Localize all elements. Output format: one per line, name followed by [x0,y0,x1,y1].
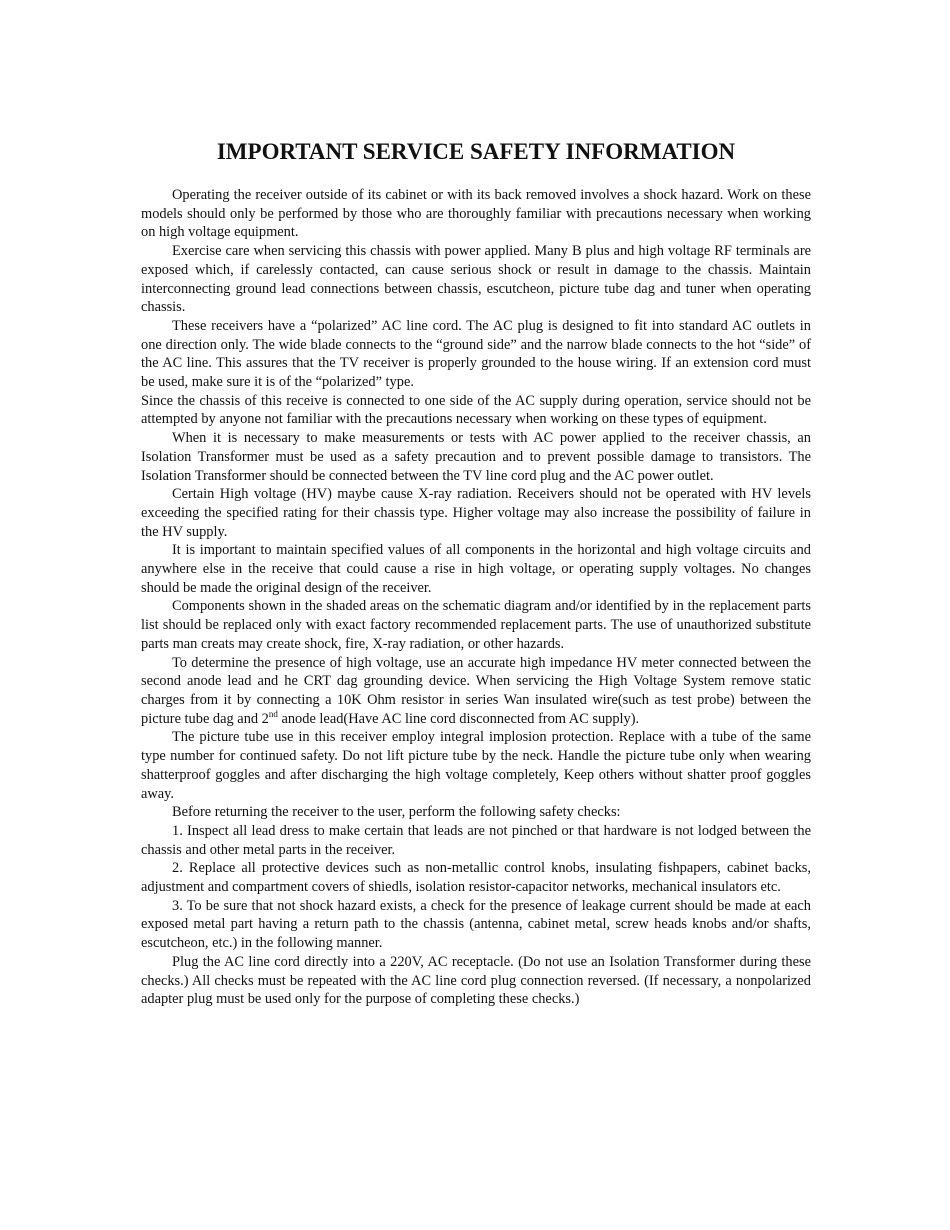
paragraph-shock-hazard: Operating the receiver outside of its cabinet or with its back removed involves a shock hazard. Work on these models should only be performed by those who are thoroughly familiar with precautions necessary when working on high voltage equipment. [141,187,811,241]
hv-text-after: anode lead(Have AC line cord disconnected from AC supply). [277,710,640,727]
paragraph-leakage-test: Plug the AC line cord directly into a 220V, AC receptacle. (Do not use an Isolation Transformer during these checks.) All checks must be repeated with the AC line cord plug connection reversed. (If necessary, a nonpolarized adapter plug must be used only for the purpose of completing these checks.) [141,953,811,1008]
paragraph-chassis-connected: Since the chassis of this receive is connected to one side of the AC supply during operation, service should not be attempted by anyone not familiar with the precautions necessary when working on these types of equipment. [141,392,811,428]
page-title: IMPORTANT SERVICE SAFETY INFORMATION [216,139,736,164]
paragraph-picture-tube: The picture tube use in this receiver employ integral implosion protection. Replace with a tube of the same type number for continued safety. Do not lift picture tube by the neck. Handle the picture tube only when wearing shatterproof goggles and after discharging the high voltage completely, Keep others without shatter proof goggles away. [141,729,811,802]
paragraph-safety-checks-intro: Before returning the receiver to the user, perform the following safety checks: [172,804,621,821]
document-page [141,138,811,1009]
paragraph-x-ray-radiation: Certain High voltage (HV) maybe cause X-ray radiation. Receivers should not be operated with HV levels exceeding the specified rating for their chassis type. Higher voltage may also increase the possibility of failure in the HV supply. [141,486,811,540]
paragraph-isolation-transformer: When it is necessary to make measurements or tests with AC power applied to the receiver chassis, an Isolation Transformer must be used as a safety precaution and to prevent possible damage to transistors. The Isolation Transformer should be connected between the TV line cord plug and the AC power outlet. [141,430,811,484]
paragraph-component-values: It is important to maintain specified values of all components in the horizontal and high voltage circuits and anywhere else in the receive that could cause a rise in high voltage, or operating supply voltages. No changes should be made the original design of the receiver. [141,542,811,596]
safety-check-item-3: 3. To be sure that not shock hazard exists, a check for the presence of leakage current should be made at each exposed metal part having a return path to the chassis (antenna, cabinet metal, screw heads knobs and/or shafts, escutcheon, etc.) in the following manner. [141,897,811,952]
hv-text-before: To determine the presence of high voltage, use an accurate high impedance HV meter connected between the second anode lead and he CRT dag grounding device. When servicing the High Voltage System remove static charges from it by connecting a 10K Ohm resistor in series Wan insulated wire(such as test probe) between the picture tube dag and 2 [141,654,811,727]
document-body [141,186,811,1009]
paragraph-polarized-cord: These receivers have a “polarized” AC line cord. The AC plug is designed to fit into standard AC outlets in one direction only. The wide blade connects to the “ground side” and the narrow blade connects to the hot “side” of the AC line. This assures that the TV receiver is properly grounded to the house wiring. If an extension cord must be used, make sure it is of the “polarized” type. [141,317,811,391]
safety-check-item-1: 1. Inspect all lead dress to make certain that leads are not pinched or that hardware is not lodged between the chassis and other metal parts in the receiver. [141,822,811,858]
paragraph-replacement-parts: Components shown in the shaded areas on the schematic diagram and/or identified by in the replacement parts list should be replaced only with exact factory recommended replacement parts. The use of unauthorized substitute parts man creats may create shock, fire, X-ray radiation, or other hazards. [141,598,811,652]
paragraph-high-voltage-test [141,654,811,729]
paragraph-power-applied: Exercise care when servicing this chassis with power applied. Many B plus and high voltage RF terminals are exposed which, if carelessly contacted, can cause serious shock or result in damage to the chassis. Maintain interconnecting ground lead connections between chassis, escutcheon, picture tube dag and tuner when operating chassis. [141,243,811,316]
safety-check-item-2: 2. Replace all protective devices such as non-metallic control knobs, insulating fishpapers, cabinet backs, adjustment and compartment covers of shiedls, isolation resistor-capacitor networks, mechanical insulators etc. [141,860,811,896]
hv-ordinal-superscript: nd [268,708,278,719]
